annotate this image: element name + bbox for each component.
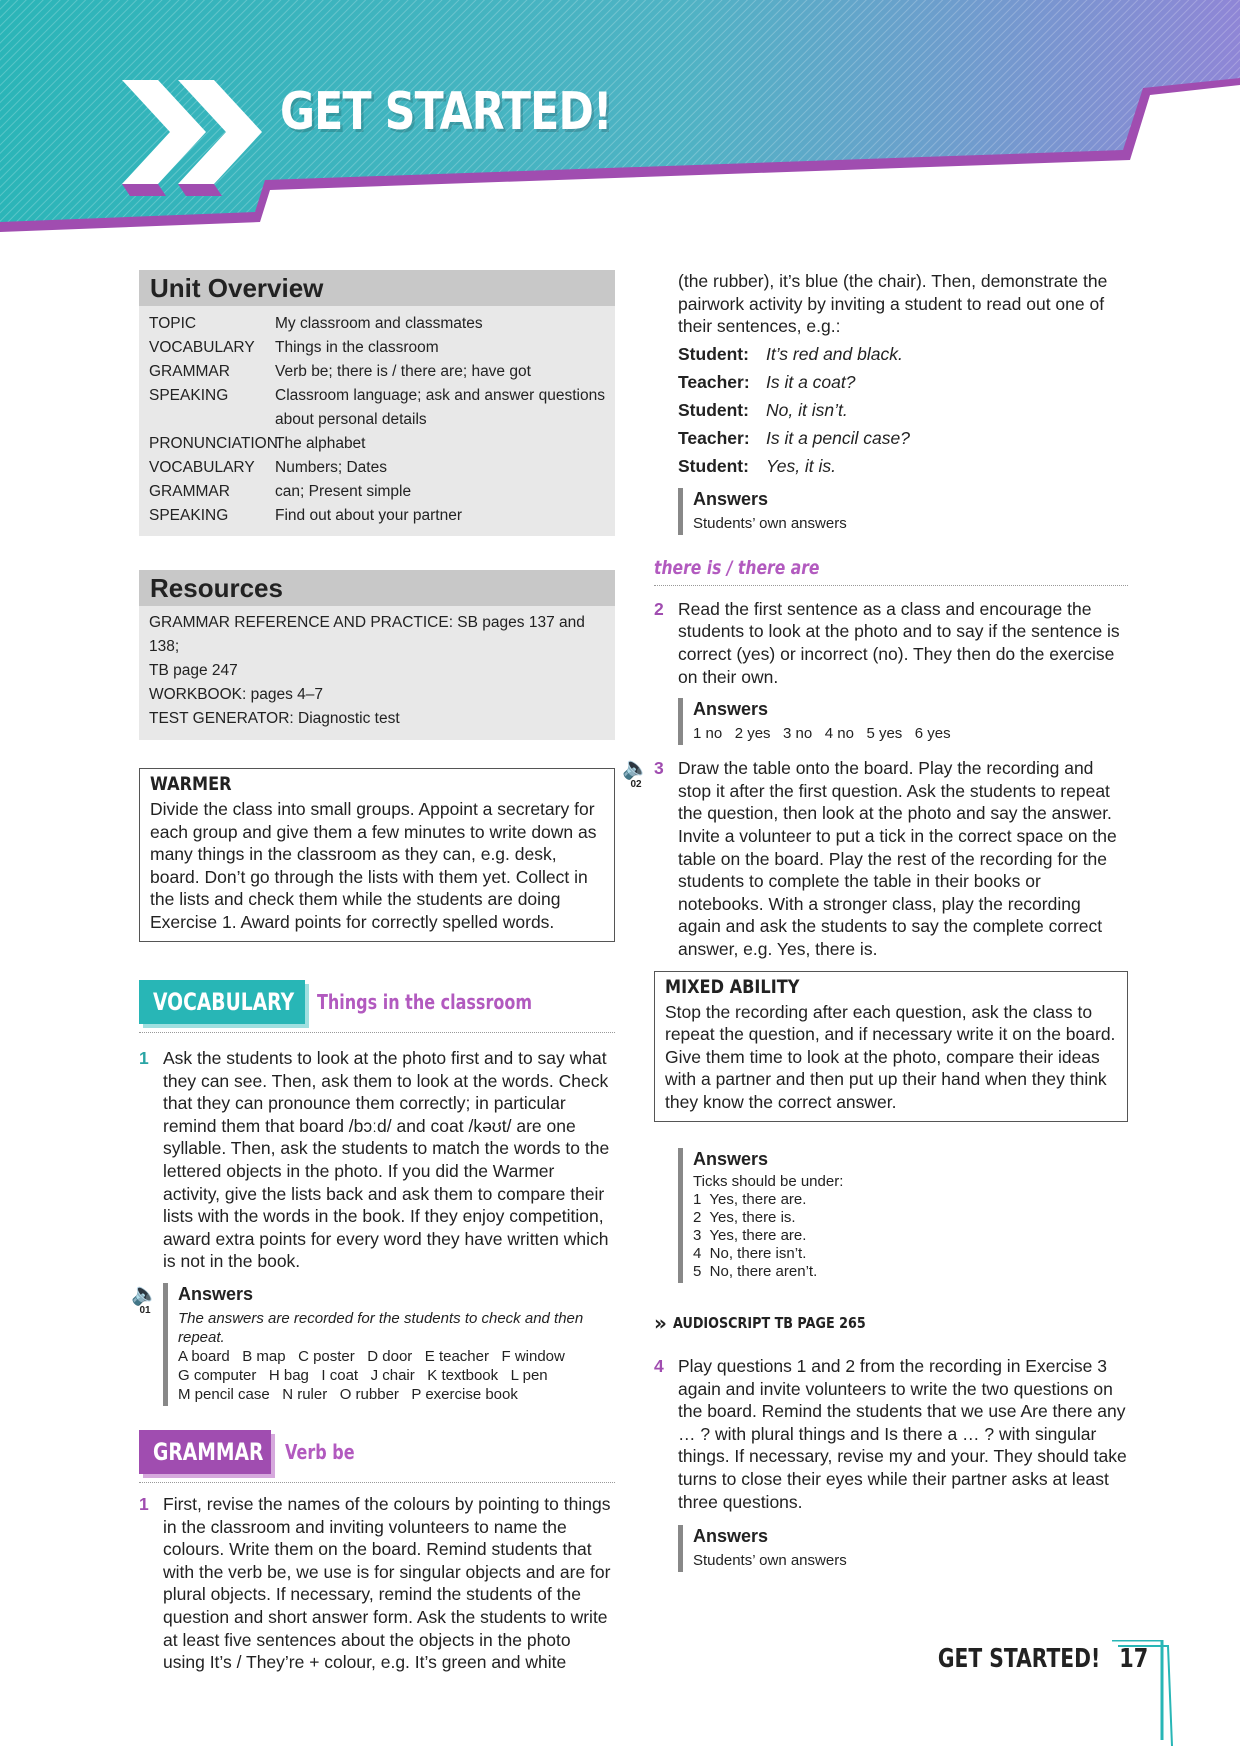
banner-graphic <box>0 0 1240 240</box>
exercise-3-wrap <box>622 755 1128 960</box>
answers-block-1 <box>678 488 1128 535</box>
exercise-text: Ask the students to look at the photo first and to say what they can see. Then, ask them to look at the words. Check that they can pronounce them correctly; in particular remind them that board /bɔːd/ and coat /kəʊt/ are one syllable. Then, ask the students to match the words to the lettered objects in the photo. If you did the Warmer activity, give the lists back and ask them to compare their lists with the words in the book. If they enjoy competition, award extra points for every word they have written which is not in the book. <box>163 1048 610 1272</box>
header-banner <box>0 0 1240 240</box>
answers-line: 5 No, there aren’t. <box>693 1263 818 1280</box>
page-title: GET STARTED! <box>280 82 612 142</box>
footer-title: GET STARTED! <box>937 1644 1100 1674</box>
unit-overview-title: Unit Overview <box>139 270 615 306</box>
exercise-number: 3 <box>654 758 664 779</box>
exercise-3 <box>654 757 1128 960</box>
left-column <box>131 270 615 1674</box>
overview-key: GRAMMAR <box>149 363 230 380</box>
overview-key: SPEAKING <box>149 507 229 524</box>
resources-line: WORKBOOK: pages 4–7 <box>149 686 324 703</box>
resources-line: GRAMMAR REFERENCE AND PRACTICE: SB pages 137 and 138; <box>149 614 585 655</box>
answers-block-2 <box>678 698 1128 745</box>
grammar-exercise-1 <box>139 1493 615 1674</box>
exercise-number: 4 <box>654 1356 664 1376</box>
overview-value: My classroom and classmates <box>275 315 483 332</box>
audioscript-label: AUDIOSCRIPT TB PAGE 265 <box>672 1314 866 1332</box>
dialogue-text: Yes, it is. <box>766 455 837 476</box>
mixed-ability-box <box>654 971 1128 1123</box>
overview-row <box>149 432 605 456</box>
page-number: 17 <box>1119 1644 1148 1674</box>
audio-track-number: 02 <box>630 779 642 791</box>
footer-corner-graphic <box>937 1640 1240 1750</box>
mixed-ability-text: Stop the recording after each question, ask the class to repeat the question, and if necessary write it on the board. Give them time to look at the photo, compare their ideas with a partner and then put up their hand when they think they know the correct answer. <box>665 1001 1116 1112</box>
answers-line: M pencil case N ruler O rubber P exercise book <box>178 1385 518 1403</box>
overview-key: VOCABULARY <box>149 459 255 476</box>
warmer-box <box>139 768 615 942</box>
dialogue-text: Is it a pencil case? <box>766 427 910 448</box>
exercise-text: First, revise the names of the colours by pointing to things in the classroom and inviting volunteers to name the colours. Write them on the board. Remind students that with the verb be, we use is for singular objects and are for plural objects. If necessary, remind the students of the question and short answer form. Ask the students to write at least five sentences about the objects in the photo using It’s / They’re + colour, e.g. It’s green and white <box>163 1493 611 1673</box>
exercise-text: (the rubber), it’s blue (the chair). Then, demonstrate the pairwork activity by inviting a student to read out one of their sentences, e.g.: <box>678 271 1108 337</box>
answers-title: Answers <box>178 1283 254 1304</box>
overview-row <box>149 360 605 384</box>
answers-line: G computer H bag I coat J chair K textbook L pen <box>178 1366 548 1384</box>
answers-block-3 <box>678 1148 1128 1283</box>
example-dialogue <box>654 340 1128 480</box>
exercise-text: Draw the table onto the board. Play the recording and stop it after the first question. Ask the students to repeat the question, then look at the photo and say the answer. Invite a volunteer to put a tick in the correct space on the table on the board. Play the rest of the recording for the students to complete the table in their books or notebooks. With a stronger class, play the recording again and ask the students to say the complete correct answer, e.g. Yes, there is. <box>678 758 1117 959</box>
dialogue-line <box>678 396 1128 424</box>
overview-row <box>149 480 605 504</box>
grammar-tab <box>139 1430 271 1474</box>
answers-title: Answers <box>693 1149 769 1169</box>
resources-line: TB page 247 <box>149 662 238 679</box>
answers-text: Students’ own answers <box>693 1552 847 1570</box>
answers-title: Answers <box>693 488 769 509</box>
exercise-2 <box>654 598 1128 688</box>
dialogue-line <box>678 424 1128 452</box>
mixed-ability-title: MIXED ABILITY <box>665 975 800 998</box>
warmer-text: Divide the class into small groups. Appoint a secretary for each group and give them a few minutes to write down as many things in the classroom as they can, e.g. desk, board. Don’t go through the lists with them yet. Collect in the lists and check them while the students are doing Exercise 1. Award points for correctly spelled words. <box>150 799 597 932</box>
overview-value: Classroom language; ask and answer questions about personal details <box>275 387 605 428</box>
speaker-icon: 🔈 <box>131 1280 159 1306</box>
overview-value: can; Present simple <box>275 483 412 500</box>
there-is-heading: there is / there are <box>654 556 820 579</box>
overview-value: Things in the classroom <box>275 339 439 356</box>
answers-title: Answers <box>693 1526 769 1547</box>
dialogue-text: No, it isn’t. <box>766 399 848 420</box>
overview-row <box>149 312 605 336</box>
exercise-text: Read the first sentence as a class and encourage the students to look at the photo and to say if the sentence is correct (yes) or incorrect (no). They then do the exercise on their own. <box>678 598 1120 687</box>
answers-line: 1 Yes, there are. <box>693 1191 807 1208</box>
grammar-subtitle: Verb be <box>285 1439 355 1464</box>
answers-line: 4 No, there isn’t. <box>693 1245 807 1262</box>
speaker-icon: 🔈 <box>622 755 650 781</box>
vocabulary-section-heading <box>139 980 615 1033</box>
vocabulary-tab <box>139 980 305 1024</box>
overview-row <box>149 456 605 480</box>
overview-row <box>149 504 605 528</box>
audioscript-link[interactable] <box>654 1311 1128 1335</box>
overview-row <box>149 384 605 432</box>
overview-key: VOCABULARY <box>149 339 255 356</box>
overview-key: TOPIC <box>149 315 197 332</box>
overview-value: Find out about your partner <box>275 507 462 524</box>
exercise-number: 2 <box>654 598 664 619</box>
overview-value: The alphabet <box>275 435 366 452</box>
answers-text: Students’ own answers <box>693 514 847 532</box>
dialogue-text: It’s red and black. <box>766 343 903 364</box>
resources-list <box>139 606 615 740</box>
resources-line: TEST GENERATOR: Diagnostic test <box>149 710 400 727</box>
answers-line: 3 Yes, there are. <box>693 1227 807 1244</box>
grammar-exercise-1-continued <box>654 270 1128 338</box>
warmer-title: WARMER <box>150 773 232 795</box>
vocabulary-tab-label: VOCABULARY <box>153 988 295 1016</box>
audio-track-02[interactable] <box>622 757 650 790</box>
unit-overview-box <box>139 270 615 536</box>
dialogue-speaker: Teacher: <box>678 427 750 448</box>
dialogue-line <box>678 340 1128 368</box>
unit-overview-table <box>139 306 615 536</box>
overview-key: SPEAKING <box>149 387 229 404</box>
dialogue-text: Is it a coat? <box>766 371 856 392</box>
exercise-text: Play questions 1 and 2 from the recording in Exercise 3 again and invite volunteers to write the two questions on the board. Remind the students that we use Are there any … ? with plural things and Is there a … ? with singular things. If necessary, revise my and your. They should take turns to close their eyes while their partner asks at least three questions. <box>678 1356 1127 1512</box>
answers-text: 1 no 2 yes 3 no 4 no 5 yes 6 yes <box>693 725 951 743</box>
overview-value: Verb be; there is / there are; have got <box>275 363 531 380</box>
dialogue-speaker: Student: <box>678 399 749 420</box>
dialogue-line <box>678 368 1128 396</box>
audio-track-number: 01 <box>139 1304 151 1316</box>
dialogue-speaker: Student: <box>678 455 749 476</box>
answers-title: Answers <box>693 699 769 720</box>
page-footer <box>937 1640 1240 1750</box>
dialogue-line <box>678 452 1128 480</box>
right-column <box>622 270 1128 1572</box>
vocabulary-answers <box>163 1283 615 1406</box>
audio-track-01[interactable] <box>131 1280 159 1316</box>
vocabulary-exercise-1 <box>139 1047 615 1273</box>
dialogue-speaker: Teacher: <box>678 371 750 392</box>
answers-line: Ticks should be under: <box>693 1173 844 1190</box>
exercise-number: 1 <box>139 1048 149 1068</box>
vocabulary-answers-wrap <box>131 1280 615 1406</box>
there-is-heading-wrap <box>654 557 1128 586</box>
vocabulary-subtitle: Things in the classroom <box>317 990 532 1014</box>
grammar-section-heading <box>139 1430 615 1483</box>
dialogue-speaker: Student: <box>678 343 749 364</box>
exercise-4 <box>654 1355 1128 1513</box>
answers-block-4 <box>678 1525 1128 1572</box>
overview-value: Numbers; Dates <box>275 459 387 476</box>
answers-line: A board B map C poster D door E teacher F window <box>178 1347 565 1365</box>
resources-title: Resources <box>139 570 615 606</box>
answers-note: The answers are recorded for the students to check and then repeat. <box>178 1309 584 1346</box>
exercise-number: 1 <box>139 1493 149 1514</box>
overview-row <box>149 336 605 360</box>
overview-key: GRAMMAR <box>149 483 230 500</box>
answers-line: 2 Yes, there is. <box>693 1209 796 1226</box>
double-chevron-icon: » <box>654 1311 667 1335</box>
resources-box <box>139 570 615 740</box>
grammar-tab-label: GRAMMAR <box>153 1437 264 1466</box>
overview-key: PRONUNCIATION <box>149 435 278 452</box>
